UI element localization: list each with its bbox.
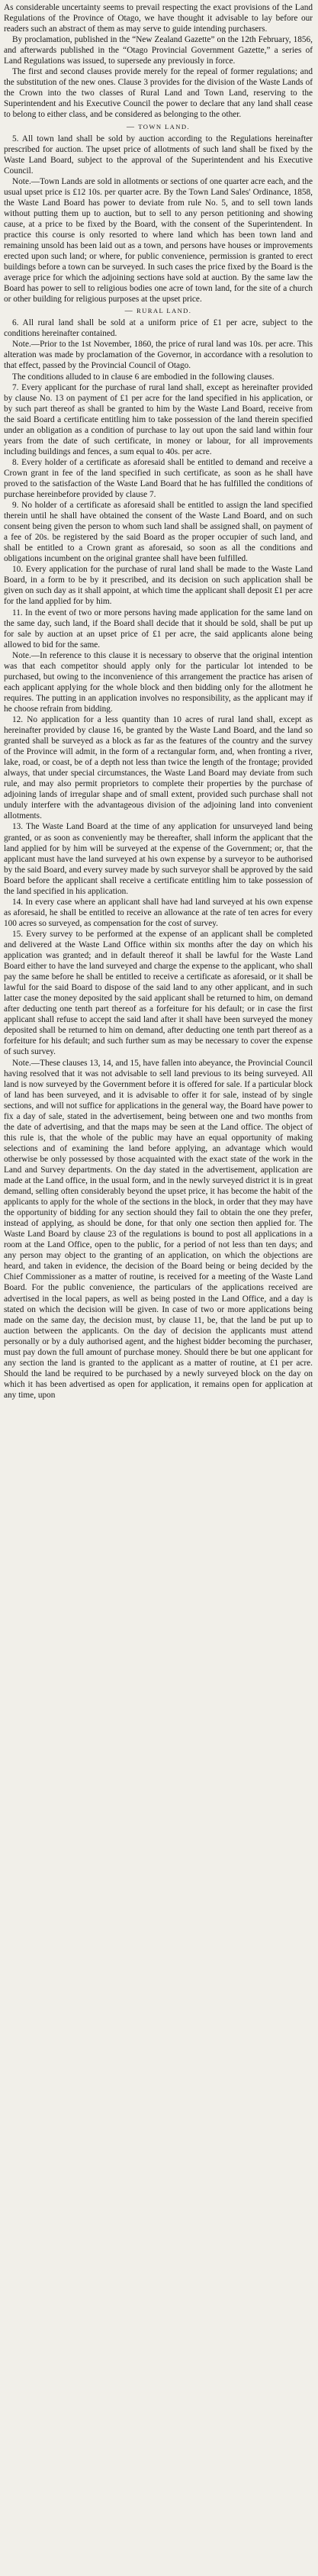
paragraph: Note.—Prior to the 1st November, 1860, the price of rural land was 10s. per acre. This alteration was made by proclamation of the Governor, in accordance with a resolution to that effect, passed by the Provincial Council of Otago. [4, 340, 313, 371]
paragraph: 12. No application for a less quantity than 10 acres of rural land shall, except as hereinafter provided by clause 16, be granted by the Waste Land Board, and the land so granted shall be surveyed as a block as far as the features of the country and the survey of the Province will admit, in the form of a rectangular form, and, when fronting a river, lake, road, or coast, be of a depth not less than twice the length of the frontage; provided always, that under special circumstances, the Waste Land Board may deviate from such rule, and may also permit proprietors to complete their properties by the purchase of adjoining lands of irregular shape and of small extent, provided such purchase shall not unduly interfere with the advantageous division of the adjoining land into convenient allotments. [4, 715, 313, 821]
paragraph: 5. All town land shall be sold by auction according to the Regulations hereinafter prescribed for auction. The upset price of allotments of such land shall be fixed by the Waste Land Board, subject to the approval of the Superintendent and his Executive Council. [4, 134, 313, 176]
land-regulations-article [4, 2, 313, 1401]
section-heading [4, 306, 313, 316]
paragraph: 9. No holder of a certificate as aforesaid shall be entitled to assign the land specified therein until he shall have obtained the consent of the Waste Land Board, and on such consent being given the person to whom such land shall be assigned shall, on payment of a fee of 20s. be registered by the said Board as the proper occupier of such land, and shall be entitled to a Crown grant as aforesaid, so soon as all the conditions and obligations incumbent on the original grantee shall have been fulfilled. [4, 501, 313, 564]
paragraph: 6. All rural land shall be sold at a uniform price of £1 per acre, subject to the conditions hereinafter contained. [4, 318, 313, 339]
section-heading [4, 122, 313, 132]
paragraph: 15. Every survey to be performed at the expense of an applicant shall be completed and delivered at the Waste Land Office within six months after the day on which his application was granted; and in default thereof it shall be lawful for the Waste Land Board either to have the land surveyed and charge the expense to the applicant, who shall pay the same before he shall be entitled to receive a certificate as aforesaid, or it shall be lawful for the said Board to dispose of the said land to any other applicant, and in such latter case the money deposited by the said applicant shall be returned to him, on demand after deducting one tenth part thereof as a forfeiture for his default; or in case the first applicant shall refuse to accept the said land after it shall have been surveyed the money deposited shall be returned to him on demand, after deducting one tenth part thereof as a forfeiture for his default; and such further sum as may be necessary to cover the expense of such survey. [4, 929, 313, 1057]
paragraph: The conditions alluded to in clause 6 are embodied in the following clauses. [12, 372, 275, 382]
paragraph: 8. Every holder of a certificate as aforesaid shall be entitled to demand and receive a Crown grant in fee of the land specified in such certificate, as soon as he shall have proved to the satisfaction of the Waste Land Board that he has fulfilled the conditions of purchase hereinbefore provided by clause 7. [4, 457, 313, 500]
paragraph: The first and second clauses provide merely for the repeal of former regulations; and the substitution of the new ones. Clause 3 provides for the division of the Waste Lands of the Crown into the two classes of Rural Land and Town Land, reserving to the Superintendent and his Executive Council the power to declare that any land shall cease to belong to either class, and be considered as belonging to the other. [4, 67, 313, 120]
paragraph: By proclamation, published in the “New Zealand Gazette” on the 12th February, 1856, and afterwards published in the “Otago Provincial Government Gazette,” a series of Land Regulations was issued, to supersede any previously in force. [4, 35, 313, 66]
paragraph: 14. In every case where an applicant shall have had land surveyed at his own expense as aforesaid, he shall be entitled to receive an allowance at the rate of ten acres for every 100 acres so surveyed, as compensation for the cost of survey. [4, 897, 313, 928]
paragraph: Note.—These clauses 13, 14, and 15, have fallen into abeyance, the Provincial Council having resolved that it was not advisable to sell land previous to its being surveyed. All land is now surveyed by the Government before it is offered for sale. If a particular block of land has been surveyed, and it is advisable to offer it for sale, instead of by single sections, and will not suffice for applications in the general way, the Board have power to fix a day of sale, stated in the advertisement, being between one and two months from the date of advertising, and that the maps may be seen at the Land office. The object of this rule is, that the whole of the public may have an equal opportunity of making selections and of examining the land before applying, an advantage which would otherwise be only possessed by those acquainted with the exact state of the work in the Land and Survey departments. On the day stated in the advertisement, application are made at the Land office, in the usual form, and in the newly surveyed district it is in great demand, selling often considerably beyond the upset price, it has become the habit of the applicants to apply for the whole of the sections in the block, in order that they may have the opportunity of bidding for any section should they fail to obtain the one they prefer, instead of applying, as should be done, for that only one section then applied for. The Waste Land Board by clause 23 of the regulations is bound to post all applications in a room at the Land Office, open to the public, for a period of not less than ten days; and any person may object to the granting of an application, on which the objections are heard, and taken in evidence, the decision of the Board being or being decided by the Chief Commissioner as a matter of routine, is received for a meeting of the Waste Land Board. For the public convenience, the particulars of the applications received are advertised in the local papers, as well as being posted in the Land Office, and a day is stated on which the decision will be given. In case of two or more applications being made on the same day, the decision must, by clause 11, be, that the land be put up to auction between the applicants. On the day of decision the applicants must attend personally or by a duly authorised agent, and the highest bidder becoming the purchaser, must pay down the full amount of purchase money. Should there be but one applicant for any section the land is granted to the applicant as a matter of routine, at £1 per acre. Should the land be required to be purchased by a newly surveyed block on the day on which it has been advertised as open for application, it remains open for application at any time, upon [4, 1058, 313, 1400]
paragraph: 7. Every applicant for the purchase of rural land shall, except as hereinafter provided by clause No. 13 on payment of £1 per acre for the land specified in his application, or by such part thereof as shall be granted to him by the Waste Land Board, receive from the said Board a certificate entitling him to take possession of the land therein specified under an obligation as a condition of purchase to lay out upon the said land within four years from the date of such certificate, in money or labour, for all improvements including buildings and fences, a sum equal to 40s. per acre. [4, 382, 313, 456]
paragraph: 10. Every application for the purchase of rural land shall be made to the Waste Land Board, in a form to be by it prescribed, and its decision on such application shall be given on such day as it shall appoint, at which time the applicant shall deposit £1 per acre for the land applied for by him. [4, 565, 313, 607]
lead-paragraph: As considerable uncertainty seems to prevail respecting the exact provisions of the Land Regulations of the Province of Otago, we have thought it advisable to lay before our readers such an abstract of them as may serve to guide intending purchasers. [4, 3, 313, 34]
paragraph: Note.—Town Lands are sold in allotments or sections of one quarter acre each, and the usual upset price is £12 10s. per quarter acre. By the Town Land Sales' Ordinance, 1858, the Waste Land Board has power to deviate from rule No. 5, and to sell town lands without putting them up to auction, but to sell to any person petitioning and showing cause, at a price to be fixed by the Board, with the consent of the Superintendent. In practice this course is only resorted to where land which has been town land and remaining unsold has been laid out as a town, and persons have houses or improvements erected upon such land; or where, for public convenience, permission is granted to erect buildings before a town can be surveyed. In such cases the price fixed by the Board is the average price for which the adjoining sections have sold at auction. By the same law the Board has power to sell to religious bodies one acre of town land, for the site of a church or other building for religious purposes at the upset price. [4, 176, 313, 305]
paragraph: Note.—In reference to this clause it is necessary to observe that the original intention was that each competitor should apply only for the particular lot intended to be purchased, but owing to the inconvenience of this arrangement the practice has arisen of each applicant applying for the whole block and then bidding only for the allotment he requires. The putting in an application involves no responsibility, as the applicant may if he choose refrain from bidding. [4, 650, 313, 714]
section-heading-text: TOWN LAND. [138, 122, 191, 131]
heading-rule-left: — [124, 307, 137, 316]
paragraph: 11. In the event of two or more persons having made application for the same land on the same day, such land, if the Board shall decide that it should be sold, shall be put up for sale by auction at an upset price of £1 per acre, the said applicants alone being allowed to bid for the same. [4, 608, 313, 650]
heading-rule-left: — [126, 122, 139, 131]
paragraph: 13. The Waste Land Board at the time of any application for unsurveyed land being granted, or as soon as conveniently may be thereafter, shall inform the applicant that the land applied for by him will be surveyed at the expense of the Government; or, that the applicant must have the land surveyed at his own expense by a surveyor to be authorised by the said Board, and every survey made by such surveyor shall be approved by the said Board before the applicant shall receive a certificate entitling him to take possession of the land specified in his application. [4, 822, 313, 896]
section-heading-text: RURAL LAND. [136, 307, 192, 315]
